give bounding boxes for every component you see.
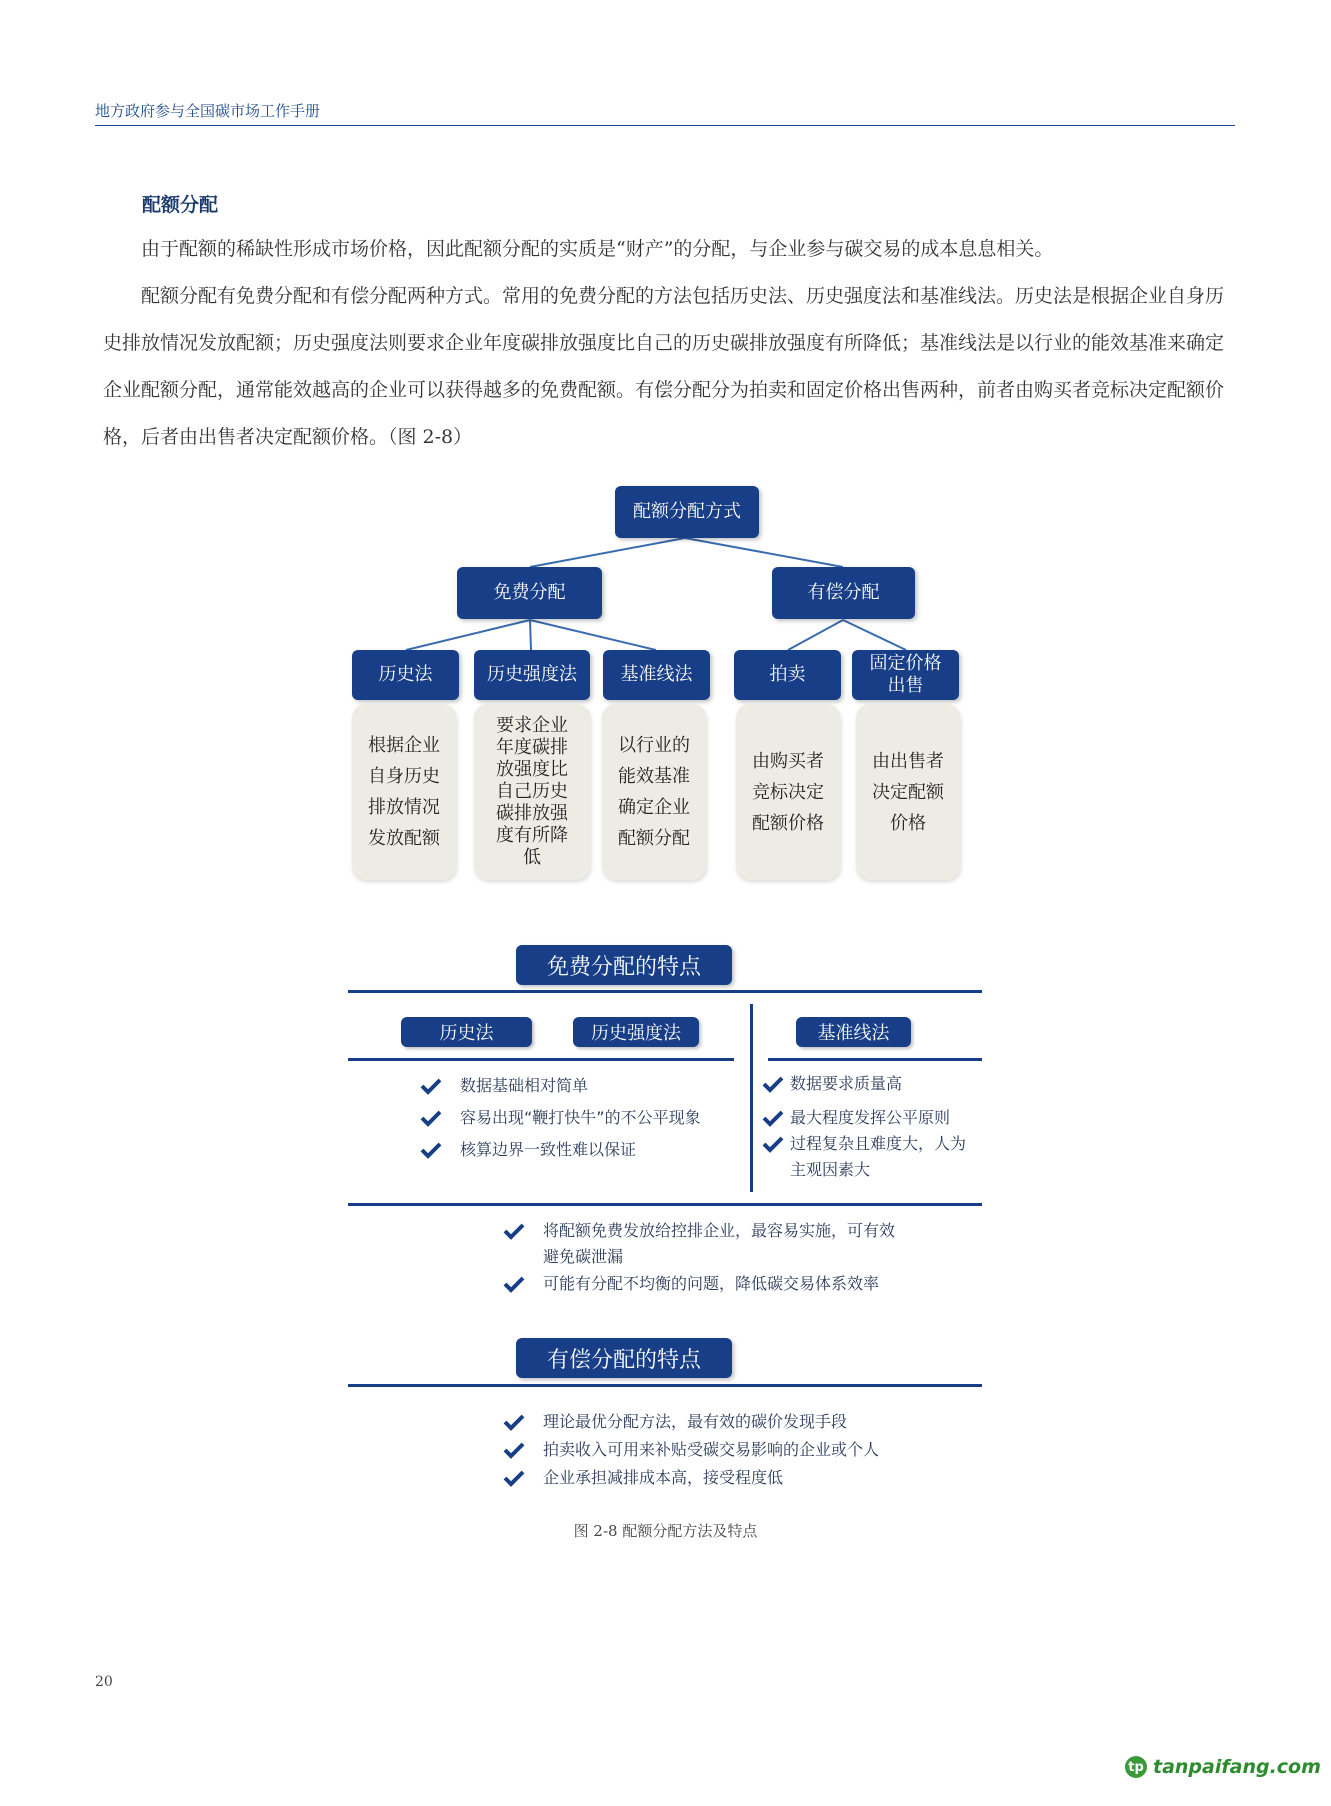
watermark-text: tanpaifang.com (1153, 1756, 1321, 1778)
paid-feature-list (503, 1409, 943, 1491)
paid-features-title: 有偿分配的特点 (516, 1338, 732, 1378)
check-icon (503, 1275, 525, 1293)
desc-auction: 由购买者 竞标决定 配额价格 (736, 704, 840, 880)
free-features-divider (750, 1004, 753, 1192)
right-feature-list (762, 1071, 972, 1183)
check-icon (503, 1222, 525, 1240)
page-number: 20 (95, 1674, 113, 1690)
list-item: 可能有分配不均衡的问题，降低碳交易体系效率 (503, 1271, 903, 1297)
check-icon (420, 1109, 442, 1127)
check-icon (420, 1141, 442, 1159)
free-features-bottom-rule (348, 1203, 982, 1206)
paid-features-rule (348, 1384, 982, 1387)
list-item: 过程复杂且难度大，人为主观因素大 (762, 1131, 972, 1183)
list-item: 数据要求质量高 (762, 1071, 972, 1097)
paragraph-1: 由于配额的稀缺性形成市场价格，因此配额分配的实质是“财产”的分配，与企业参与碳交易的成本息息相关。 (141, 238, 1054, 260)
method-node-auction: 拍卖 (734, 650, 841, 700)
free-features-title: 免费分配的特点 (516, 945, 732, 985)
tag-intensity: 历史强度法 (573, 1017, 699, 1047)
desc-benchmark: 以行业的 能效基准 确定企业 配额分配 (602, 704, 706, 880)
check-icon (503, 1413, 525, 1431)
list-item: 核算边界一致性难以保证 (420, 1137, 720, 1163)
tag-historical: 历史法 (401, 1017, 532, 1047)
check-icon (762, 1075, 784, 1093)
method-node-fixed-price: 固定价格 出售 (852, 650, 959, 700)
tag-benchmark: 基准线法 (796, 1017, 911, 1047)
desc-fixed-price: 由出售者 决定配额 价格 (856, 704, 960, 880)
method-node-benchmark: 基准线法 (603, 650, 710, 700)
check-icon (762, 1109, 784, 1127)
header-title: 地方政府参与全国碳市场工作手册 (95, 102, 321, 120)
root-node: 配额分配方式 (615, 486, 759, 538)
list-item: 理论最优分配方法，最有效的碳价发现手段 (503, 1409, 943, 1435)
right-tags-rule (768, 1058, 982, 1061)
left-feature-list (420, 1073, 720, 1163)
list-item: 拍卖收入可用来补贴受碳交易影响的企业或个人 (503, 1437, 943, 1463)
free-summary-list (503, 1218, 903, 1297)
list-item: 企业承担减排成本高，接受程度低 (503, 1465, 943, 1491)
watermark-logo (1125, 1756, 1321, 1778)
check-icon (503, 1469, 525, 1487)
list-item: 容易出现“鞭打快牛”的不公平现象 (420, 1105, 720, 1131)
check-icon (762, 1135, 784, 1153)
list-item: 最大程度发挥公平原则 (762, 1105, 972, 1131)
free-allocation-node: 免费分配 (457, 567, 602, 619)
desc-historical: 根据企业 自身历史 排放情况 发放配额 (352, 704, 456, 880)
method-node-historical: 历史法 (352, 650, 459, 700)
paragraph-2: 配额分配有免费分配和有偿分配两种方式。常用的免费分配的方法包括历史法、历史强度法和基准线法。历史法是根据企业自身历史排放情况发放配额；历史强度法则要求企业年度碳排放强度比自己的历史碳排放强度有所降低；基准线法是以行业的能效基准来确定企业配额分配，通常能效越高的企业可以获得越多的免费配额。有偿分配分为拍卖和固定价格出售两种，前者由购买者竞标决定配额价格，后者由出售者决定配额价格。（图 2-8） (103, 285, 1225, 448)
paid-allocation-node: 有偿分配 (772, 567, 915, 619)
section-title: 配额分配 (142, 194, 219, 216)
free-features-top-rule (348, 990, 982, 993)
leaf-icon: tp (1125, 1756, 1147, 1778)
check-icon (503, 1441, 525, 1459)
list-item: 将配额免费发放给控排企业，最容易实施，可有效避免碳泄漏 (503, 1218, 903, 1270)
left-tags-rule (348, 1058, 734, 1061)
figure-caption: 图 2-8 配额分配方法及特点 (573, 1522, 758, 1540)
check-icon (420, 1077, 442, 1095)
list-item: 数据基础相对简单 (420, 1073, 720, 1099)
desc-intensity: 要求企业 年度碳排 放强度比 自己历史 碳排放强 度有所降 低 (474, 704, 590, 880)
method-node-intensity: 历史强度法 (474, 650, 590, 700)
